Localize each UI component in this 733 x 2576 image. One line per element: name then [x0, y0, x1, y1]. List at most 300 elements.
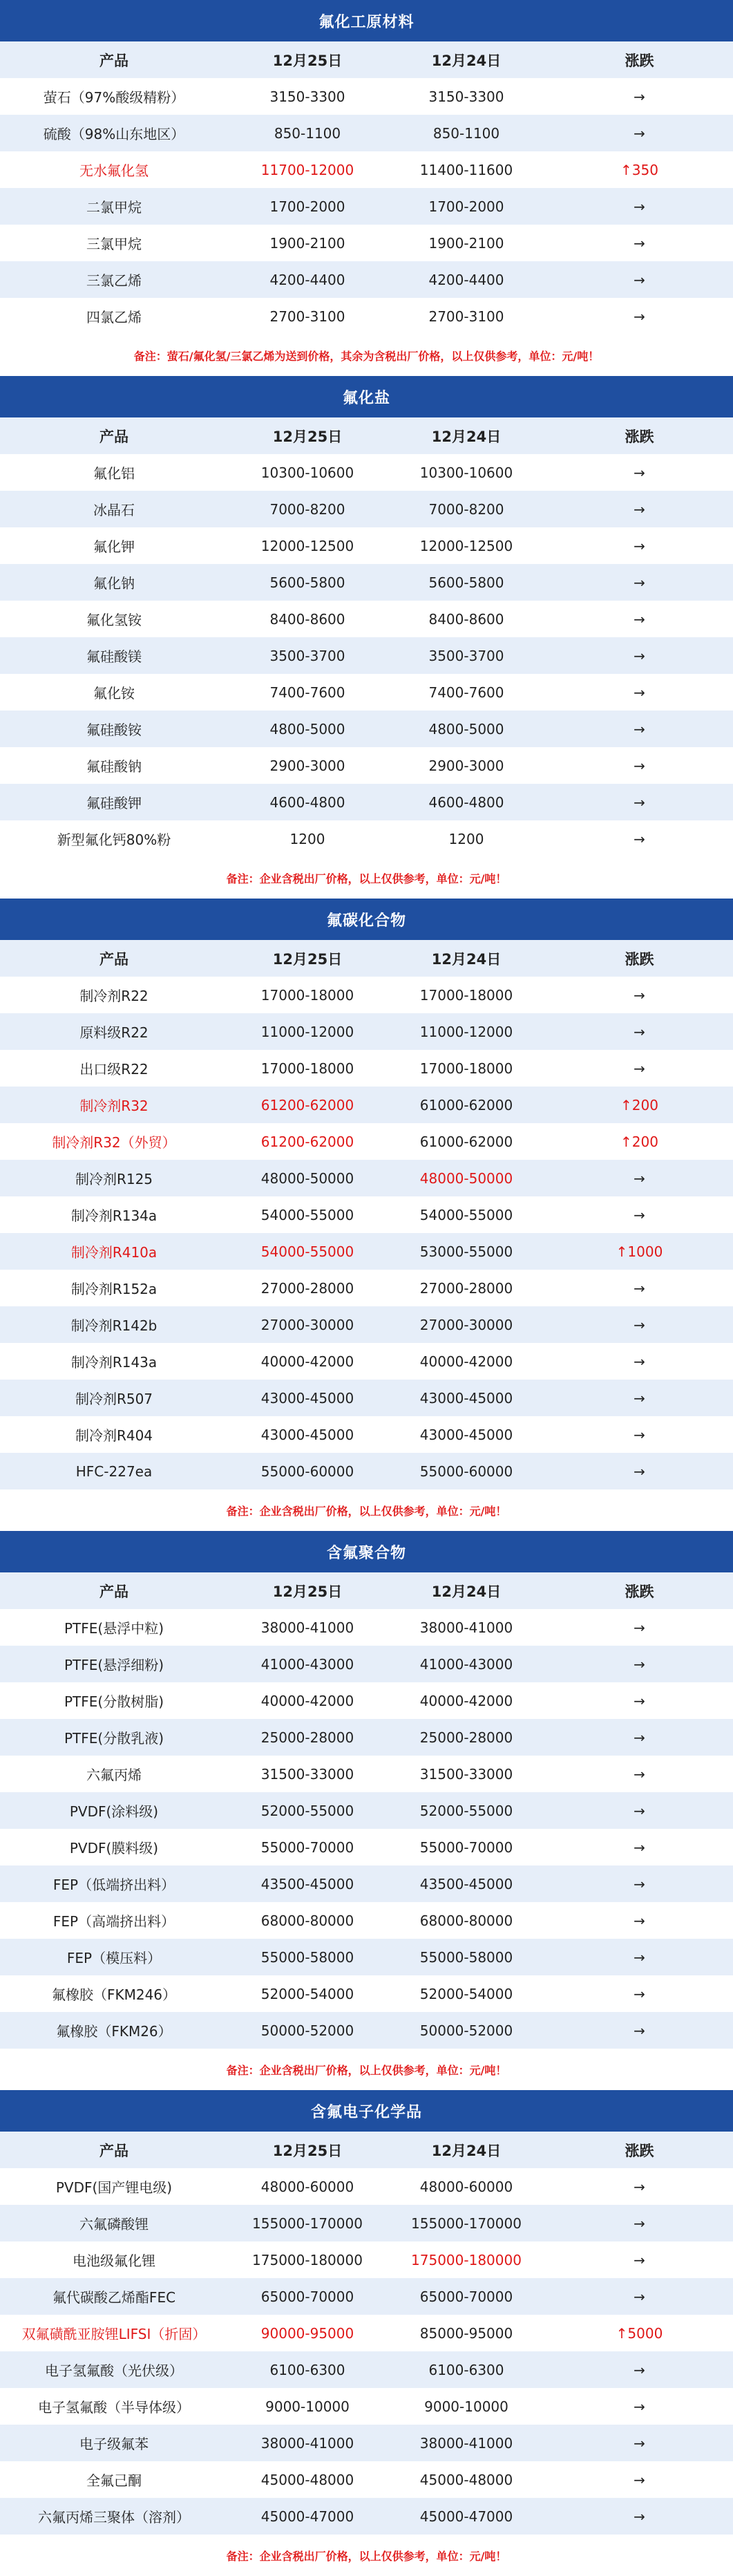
price-dec24: 55000-58000 [419, 1948, 513, 1966]
section-title: 氟碳化合物 [0, 899, 733, 940]
price-dec25: 4600-4800 [269, 793, 345, 811]
price-dec25: 27000-30000 [260, 1316, 354, 1333]
column-header: 12月24日 [431, 428, 502, 445]
product-name: PTFE(悬浮中粒) [64, 1620, 164, 1637]
price-dec25: 52000-55000 [260, 1802, 354, 1819]
product-name: PVDF(国产锂电级) [55, 2179, 173, 2196]
price-change: → [634, 1169, 645, 1187]
product-name: 制冷剂R143a [70, 1354, 158, 1371]
price-dec25: 38000-41000 [260, 1619, 354, 1636]
product-name: 无水氟化氢 [79, 162, 149, 179]
price-dec25: 2900-3000 [269, 757, 345, 774]
table-row [0, 298, 733, 335]
price-change: → [634, 1463, 645, 1480]
table-row [0, 2498, 733, 2535]
price-dec25: 52000-54000 [260, 1985, 354, 2002]
product-name: 电池级氟化锂 [73, 2253, 155, 2269]
table-row [0, 1829, 733, 1865]
price-change: → [634, 1948, 645, 1966]
table-row [0, 2461, 733, 2498]
product-name: 六氟丙烯三聚体（溶剂） [38, 2509, 190, 2526]
price-dec24: 3150-3300 [428, 88, 504, 105]
price-change: → [634, 1389, 645, 1407]
price-dec24: 7000-8200 [428, 500, 504, 518]
table-row [0, 1050, 733, 1087]
price-dec25: 90000-95000 [260, 2324, 354, 2342]
price-dec24: 2700-3100 [428, 308, 504, 325]
price-section [0, 1531, 733, 2090]
price-dec25: 45000-47000 [260, 2508, 354, 2525]
price-dec24: 54000-55000 [419, 1206, 513, 1223]
product-name: 制冷剂R22 [79, 988, 149, 1004]
price-change: → [634, 2398, 645, 2415]
section-note: 备注：企业含税出厂价格，以上仅供参考，单位：元/吨！ [226, 2549, 507, 2563]
price-change: → [634, 2361, 645, 2378]
price-change: → [634, 2508, 645, 2525]
price-dec25: 3150-3300 [269, 88, 345, 105]
price-dec25: 5600-5800 [269, 574, 345, 591]
price-dec24: 9000-10000 [424, 2398, 508, 2415]
price-dec25: 54000-55000 [260, 1206, 354, 1223]
column-header: 12月25日 [272, 428, 343, 445]
price-dec24: 1200 [448, 830, 484, 847]
product-name: 制冷剂R32（外贸） [52, 1134, 176, 1151]
table-row [0, 1416, 733, 1453]
price-dec25: 40000-42000 [260, 1353, 354, 1370]
table-header-row [0, 940, 733, 977]
product-name: PVDF(膜料级) [69, 1840, 159, 1856]
product-name: 制冷剂R404 [75, 1427, 153, 1444]
price-change: → [634, 198, 645, 215]
table-row [0, 1087, 733, 1123]
product-name: 氟橡胶（FKM246） [51, 1986, 177, 2003]
price-change: → [634, 1985, 645, 2002]
product-name: FEP（高端挤出料） [53, 1913, 175, 1930]
column-header: 12月25日 [272, 950, 343, 968]
product-name: 氟化钾 [93, 538, 135, 555]
price-change: → [634, 1206, 645, 1223]
price-change: → [634, 500, 645, 518]
price-dec24: 55000-60000 [419, 1463, 513, 1480]
price-change: → [634, 1426, 645, 1443]
product-name: 制冷剂R142b [70, 1317, 158, 1334]
column-header: 涨跌 [625, 1583, 654, 1600]
price-dec24: 12000-12500 [419, 537, 513, 554]
section-title: 含氟聚合物 [0, 1531, 733, 1572]
price-dec25: 25000-28000 [260, 1729, 354, 1746]
table-row [0, 2278, 733, 2315]
price-dec25: 68000-80000 [260, 1912, 354, 1929]
price-dec25: 48000-50000 [260, 1169, 354, 1187]
table-row [0, 1719, 733, 1756]
price-change: → [634, 1875, 645, 1892]
column-header: 产品 [99, 2142, 128, 2159]
price-dec24: 7400-7600 [428, 684, 504, 701]
price-dec24: 43500-45000 [419, 1875, 513, 1892]
price-dec24: 6100-6300 [428, 2361, 504, 2378]
price-dec24: 1900-2100 [428, 234, 504, 252]
price-change: → [634, 1839, 645, 1856]
product-name: 全氟己酮 [86, 2472, 142, 2489]
price-dec24: 45000-47000 [419, 2508, 513, 2525]
price-change: → [634, 2215, 645, 2232]
price-change: → [634, 610, 645, 628]
table-row [0, 454, 733, 491]
price-change: → [634, 2471, 645, 2488]
column-header: 12月25日 [272, 52, 343, 69]
price-dec25: 40000-42000 [260, 1692, 354, 1709]
price-change: ↑5000 [616, 2324, 663, 2342]
column-header: 12月24日 [431, 52, 502, 69]
price-change: → [634, 2022, 645, 2039]
table-row [0, 1865, 733, 1902]
product-name: 电子氢氟酸（光伏级） [45, 2362, 183, 2379]
table-row [0, 2241, 733, 2278]
table-row [0, 1975, 733, 2012]
product-name: PTFE(分散树脂) [64, 1693, 164, 1710]
price-dec25: 10300-10600 [260, 464, 354, 481]
price-dec24: 61000-62000 [419, 1133, 513, 1150]
table-row [0, 1453, 733, 1489]
price-dec25: 12000-12500 [260, 537, 354, 554]
price-change: → [634, 2434, 645, 2452]
section-note: 备注：萤石/氟化氢/三氯乙烯为送到价格，其余为含税出厂价格，以上仅供参考，单位：元/吨！ [133, 349, 600, 363]
product-name: 氟硅酸钾 [86, 795, 142, 811]
price-change: → [634, 2178, 645, 2195]
table-row [0, 2351, 733, 2388]
section-note: 备注：企业含税出厂价格，以上仅供参考，单位：元/吨！ [226, 1504, 507, 1518]
product-name: PTFE(分散乳液) [64, 1730, 164, 1747]
price-change: → [634, 1023, 645, 1040]
price-dec24: 61000-62000 [419, 1096, 513, 1113]
price-dec24: 52000-55000 [419, 1802, 513, 1819]
price-dec24: 85000-95000 [419, 2324, 513, 2342]
price-dec25: 17000-18000 [260, 986, 354, 1004]
product-name: 氟硅酸铵 [86, 722, 142, 738]
column-header: 产品 [99, 950, 128, 968]
product-name: 氟橡胶（FKM26） [56, 2023, 172, 2040]
price-dec25: 850-1100 [274, 124, 341, 142]
product-name: 氟化氢铵 [86, 612, 142, 628]
price-dec24: 65000-70000 [419, 2288, 513, 2305]
table-header-row [0, 417, 733, 454]
product-name: 二氯甲烷 [86, 199, 142, 216]
table-row [0, 2425, 733, 2461]
price-dec25: 55000-58000 [260, 1948, 354, 1966]
column-header: 产品 [99, 1583, 128, 1600]
table-row [0, 564, 733, 601]
price-dec25: 6100-6300 [269, 2361, 345, 2378]
price-change: → [634, 1765, 645, 1783]
price-dec25: 55000-70000 [260, 1839, 354, 1856]
price-dec25: 65000-70000 [260, 2288, 354, 2305]
table-row [0, 261, 733, 298]
price-dec24: 40000-42000 [419, 1353, 513, 1370]
section-title: 氟化工原材料 [0, 0, 733, 41]
price-dec24: 850-1100 [432, 124, 500, 142]
price-change: → [634, 1692, 645, 1709]
price-dec25: 175000-180000 [252, 2251, 363, 2268]
price-dec24: 8400-8600 [428, 610, 504, 628]
price-change: → [634, 124, 645, 142]
price-change: → [634, 793, 645, 811]
product-name: 三氯乙烯 [86, 272, 142, 289]
product-name: 氟硅酸钠 [86, 758, 142, 775]
table-row [0, 527, 733, 564]
table-row [0, 1013, 733, 1050]
price-change: → [634, 1655, 645, 1673]
price-change: → [634, 684, 645, 701]
price-change: → [634, 1619, 645, 1636]
product-name: 制冷剂R410a [70, 1244, 158, 1261]
table-row [0, 115, 733, 151]
price-dec24: 5600-5800 [428, 574, 504, 591]
price-section [0, 899, 733, 1531]
price-dec25: 7400-7600 [269, 684, 345, 701]
price-change: → [634, 720, 645, 737]
price-dec25: 43500-45000 [260, 1875, 354, 1892]
price-dec25: 41000-43000 [260, 1655, 354, 1673]
product-name: 四氯乙烯 [86, 309, 142, 326]
price-dec24: 48000-60000 [419, 2178, 513, 2195]
price-section [0, 0, 733, 376]
price-change: → [634, 1060, 645, 1077]
product-name: 氟化钠 [93, 575, 135, 592]
table-row [0, 1233, 733, 1270]
table-row [0, 2205, 733, 2241]
table-row [0, 78, 733, 115]
price-dec24: 48000-50000 [419, 1169, 513, 1187]
price-dec24: 68000-80000 [419, 1912, 513, 1929]
price-dec25: 1700-2000 [269, 198, 345, 215]
price-change: → [634, 1912, 645, 1929]
price-change: → [634, 537, 645, 554]
section-note: 备注：企业含税出厂价格，以上仅供参考，单位：元/吨！ [226, 2063, 507, 2077]
price-change: → [634, 1316, 645, 1333]
table-row [0, 1343, 733, 1380]
price-dec24: 10300-10600 [419, 464, 513, 481]
column-header: 涨跌 [625, 52, 654, 69]
product-name: 三氯甲烷 [86, 236, 142, 252]
price-dec24: 27000-28000 [419, 1279, 513, 1297]
price-change: → [634, 574, 645, 591]
table-row [0, 491, 733, 527]
price-change: → [634, 464, 645, 481]
product-name: 氟化铝 [93, 465, 135, 482]
price-dec24: 41000-43000 [419, 1655, 513, 1673]
table-row [0, 225, 733, 261]
price-dec25: 48000-60000 [260, 2178, 354, 2195]
price-dec25: 3500-3700 [269, 647, 345, 664]
price-dec25: 61200-62000 [260, 1096, 354, 1113]
table-row [0, 1902, 733, 1939]
price-dec25: 4200-4400 [269, 271, 345, 288]
price-dec25: 45000-48000 [260, 2471, 354, 2488]
product-name: 六氟丙烯 [86, 1767, 142, 1783]
price-dec25: 43000-45000 [260, 1389, 354, 1407]
column-header: 12月24日 [431, 1583, 502, 1600]
price-dec25: 4800-5000 [269, 720, 345, 737]
table-header-row [0, 41, 733, 78]
table-row [0, 1306, 733, 1343]
product-name: 出口级R22 [79, 1061, 149, 1078]
table-header-row [0, 2132, 733, 2168]
price-section [0, 2090, 733, 2576]
price-dec24: 43000-45000 [419, 1389, 513, 1407]
table-row [0, 1646, 733, 1682]
price-change: → [634, 986, 645, 1004]
price-dec24: 17000-18000 [419, 1060, 513, 1077]
price-dec24: 55000-70000 [419, 1839, 513, 1856]
table-row [0, 1792, 733, 1829]
price-dec24: 3500-3700 [428, 647, 504, 664]
table-row [0, 637, 733, 674]
price-change: → [634, 1353, 645, 1370]
price-change: → [634, 1729, 645, 1746]
table-row [0, 2168, 733, 2205]
section-title: 含氟电子化学品 [0, 2090, 733, 2132]
table-row [0, 1609, 733, 1646]
price-change: → [634, 271, 645, 288]
price-dec25: 2700-3100 [269, 308, 345, 325]
price-dec24: 1700-2000 [428, 198, 504, 215]
product-name: 萤石（97%酸级精粉） [43, 89, 185, 106]
price-change: ↑200 [620, 1133, 658, 1150]
price-change: → [634, 308, 645, 325]
product-name: 制冷剂R32 [79, 1098, 149, 1114]
table-row [0, 2388, 733, 2425]
table-row [0, 820, 733, 857]
product-name: 制冷剂R507 [75, 1391, 153, 1407]
price-change: → [634, 2288, 645, 2305]
price-dec25: 38000-41000 [260, 2434, 354, 2452]
price-change: ↑200 [620, 1096, 658, 1113]
product-name: 氟化铵 [93, 685, 135, 702]
price-dec24: 4600-4800 [428, 793, 504, 811]
price-dec24: 38000-41000 [419, 2434, 513, 2452]
table-row [0, 711, 733, 747]
product-name: 原料级R22 [79, 1024, 149, 1041]
product-name: FEP（低端挤出料） [53, 1877, 175, 1893]
price-dec25: 17000-18000 [260, 1060, 354, 1077]
table-row [0, 1756, 733, 1792]
column-header: 12月24日 [431, 950, 502, 968]
price-dec24: 31500-33000 [419, 1765, 513, 1783]
table-row [0, 2012, 733, 2049]
product-name: PVDF(涂料级) [69, 1803, 159, 1820]
table-row [0, 1196, 733, 1233]
price-dec25: 11700-12000 [260, 161, 354, 178]
price-dec24: 175000-180000 [411, 2251, 522, 2268]
price-dec24: 25000-28000 [419, 1729, 513, 1746]
table-row [0, 1270, 733, 1306]
table-row [0, 151, 733, 188]
price-dec25: 7000-8200 [269, 500, 345, 518]
section-title: 氟化盐 [0, 376, 733, 417]
product-name: 六氟磷酸锂 [79, 2216, 149, 2232]
table-row [0, 1682, 733, 1719]
column-header: 产品 [99, 52, 128, 69]
table-header-row [0, 1572, 733, 1609]
price-section [0, 376, 733, 899]
product-name: 硫酸（98%山东地区） [43, 126, 185, 142]
price-dec24: 11400-11600 [419, 161, 513, 178]
column-header: 12月25日 [272, 2142, 343, 2159]
product-name: PTFE(悬浮细粉) [64, 1657, 164, 1673]
column-header: 涨跌 [625, 2142, 654, 2159]
product-name: 新型氟化钙80%粉 [57, 831, 171, 848]
price-dec25: 27000-28000 [260, 1279, 354, 1297]
product-name: 制冷剂R134a [70, 1207, 158, 1224]
price-dec24: 17000-18000 [419, 986, 513, 1004]
table-row [0, 977, 733, 1013]
table-row [0, 747, 733, 784]
price-dec24: 45000-48000 [419, 2471, 513, 2488]
column-header: 涨跌 [625, 950, 654, 968]
price-change: → [634, 1279, 645, 1297]
price-change: → [634, 1802, 645, 1819]
price-dec25: 8400-8600 [269, 610, 345, 628]
price-dec24: 50000-52000 [419, 2022, 513, 2039]
table-row [0, 1160, 733, 1196]
table-row [0, 1380, 733, 1416]
column-header: 涨跌 [625, 428, 654, 445]
product-name: FEP（模压料） [66, 1950, 162, 1966]
price-dec24: 27000-30000 [419, 1316, 513, 1333]
price-change: ↑350 [620, 161, 658, 178]
product-name: 氟代碳酸乙烯酯FEC [52, 2289, 176, 2306]
product-name: 制冷剂R125 [75, 1171, 153, 1187]
table-row [0, 188, 733, 225]
price-dec25: 61200-62000 [260, 1133, 354, 1150]
price-dec24: 2900-3000 [428, 757, 504, 774]
price-dec25: 50000-52000 [260, 2022, 354, 2039]
column-header: 12月25日 [272, 1583, 343, 1600]
section-note: 备注：企业含税出厂价格，以上仅供参考，单位：元/吨！ [226, 872, 507, 885]
product-name: 氟硅酸镁 [86, 648, 142, 665]
table-row [0, 1939, 733, 1975]
price-dec24: 4200-4400 [428, 271, 504, 288]
price-dec24: 40000-42000 [419, 1692, 513, 1709]
column-header: 产品 [99, 428, 128, 445]
price-dec25: 1900-2100 [269, 234, 345, 252]
price-dec25: 43000-45000 [260, 1426, 354, 1443]
price-change: → [634, 757, 645, 774]
price-dec25: 9000-10000 [265, 2398, 350, 2415]
price-change: → [634, 234, 645, 252]
product-name: 冰晶石 [93, 502, 135, 518]
table-row [0, 601, 733, 637]
price-change: → [634, 647, 645, 664]
table-row [0, 674, 733, 711]
price-dec25: 11000-12000 [260, 1023, 354, 1040]
price-dec25: 1200 [289, 830, 325, 847]
product-name: HFC-227ea [75, 1463, 153, 1480]
price-dec25: 54000-55000 [260, 1243, 354, 1260]
table-row [0, 2315, 733, 2351]
price-dec24: 11000-12000 [419, 1023, 513, 1040]
price-change: ↑1000 [616, 1243, 663, 1260]
price-dec24: 4800-5000 [428, 720, 504, 737]
price-dec24: 38000-41000 [419, 1619, 513, 1636]
price-dec24: 52000-54000 [419, 1985, 513, 2002]
price-dec24: 53000-55000 [419, 1243, 513, 1260]
price-dec24: 43000-45000 [419, 1426, 513, 1443]
product-name: 制冷剂R152a [70, 1281, 158, 1297]
product-name: 电子级氟苯 [79, 2436, 149, 2452]
table-row [0, 784, 733, 820]
price-dec25: 155000-170000 [252, 2215, 363, 2232]
